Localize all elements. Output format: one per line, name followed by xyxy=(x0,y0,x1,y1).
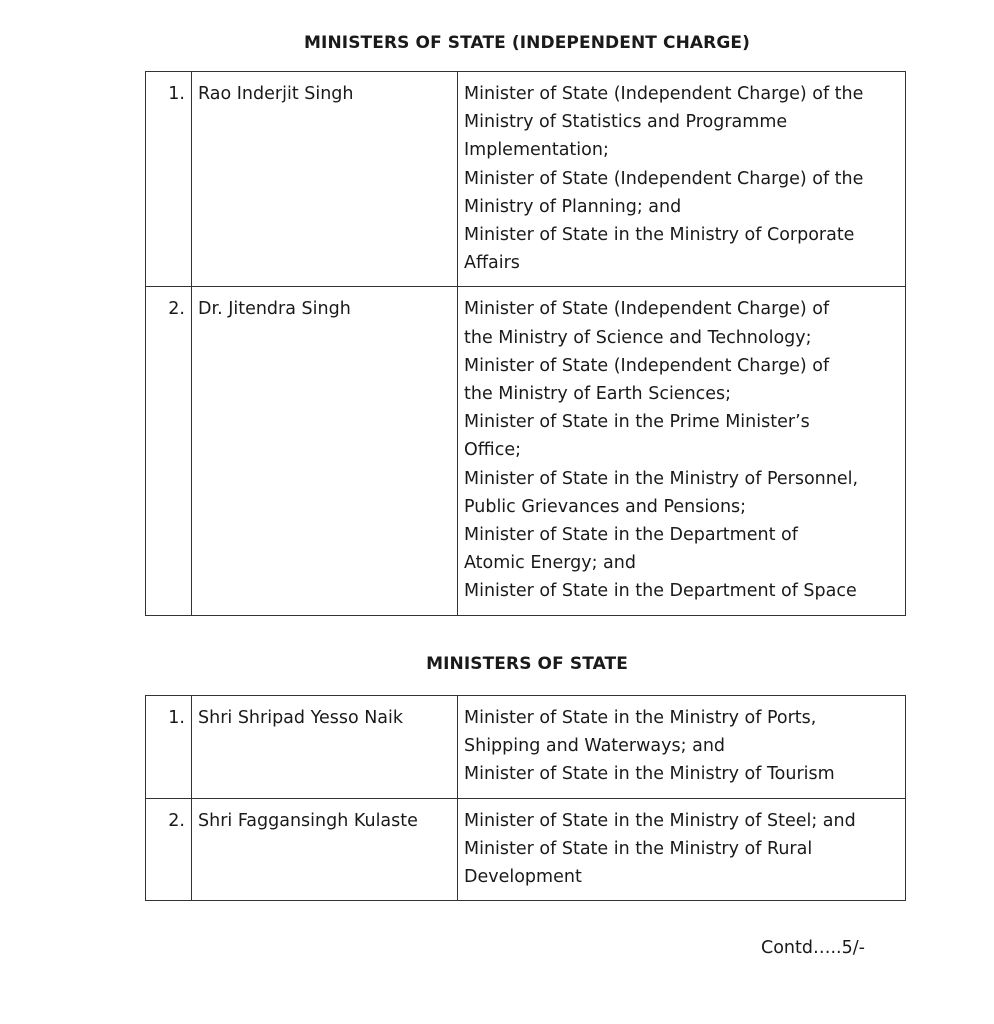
minister-name: Dr. Jitendra Singh xyxy=(192,287,458,615)
portfolio-line: Shipping and Waterways; and xyxy=(464,736,726,757)
portfolio-line: Minister of State in the Ministry of Personnel, xyxy=(464,468,859,489)
portfolio-line: the Ministry of Earth Sciences; xyxy=(464,384,732,405)
ministers-table-independent-charge xyxy=(145,71,906,616)
portfolio-line: Ministry of Statistics and Programme xyxy=(464,112,788,133)
table-row xyxy=(146,696,906,799)
portfolio-line: Minister of State (Independent Charge) of xyxy=(464,355,830,376)
portfolio-line: Atomic Energy; and xyxy=(464,553,636,574)
minister-name: Shri Faggansingh Kulaste xyxy=(192,798,458,901)
portfolio-line: Minister of State in the Ministry of Corporate xyxy=(464,225,855,246)
portfolio-line: Minister of State in the Prime Minister’s xyxy=(464,412,810,433)
portfolio-line: Office; xyxy=(464,440,521,461)
portfolio-line: Minister of State (Independent Charge) of the xyxy=(464,168,864,189)
row-number: 1. xyxy=(146,696,192,799)
row-number: 2. xyxy=(146,287,192,615)
portfolio-line: Minister of State in the Department of Space xyxy=(464,581,857,602)
portfolio-cell xyxy=(458,798,906,901)
portfolio-line: Minister of State in the Department of xyxy=(464,525,798,546)
table-row xyxy=(146,72,906,287)
portfolio-line: the Ministry of Science and Technology; xyxy=(464,327,812,348)
table-row xyxy=(146,287,906,615)
portfolio-line: Minister of State (Independent Charge) of xyxy=(464,299,830,320)
minister-name: Rao Inderjit Singh xyxy=(192,72,458,287)
row-number: 2. xyxy=(146,798,192,901)
portfolio-line: Minister of State in the Ministry of Tourism xyxy=(464,764,835,785)
ministers-table-state xyxy=(145,695,906,901)
section-heading-ministers-of-state: MINISTERS OF STATE xyxy=(426,654,628,674)
section-heading-independent-charge: MINISTERS OF STATE (INDEPENDENT CHARGE) xyxy=(304,33,750,53)
row-number: 1. xyxy=(146,72,192,287)
portfolio-line: Ministry of Planning; and xyxy=(464,196,682,217)
portfolio-line: Implementation; xyxy=(464,140,609,161)
portfolio-cell xyxy=(458,72,906,287)
portfolio-cell xyxy=(458,696,906,799)
portfolio-line: Minister of State in the Ministry of Steel; and xyxy=(464,810,856,831)
table-row xyxy=(146,798,906,901)
portfolio-line: Minister of State in the Ministry of Rural xyxy=(464,838,813,859)
portfolio-cell xyxy=(458,287,906,615)
portfolio-line: Public Grievances and Pensions; xyxy=(464,496,747,517)
portfolio-line: Minister of State in the Ministry of Ports, xyxy=(464,708,817,728)
portfolio-line: Affairs xyxy=(464,253,520,274)
minister-name: Shri Shripad Yesso Naik xyxy=(192,696,458,799)
portfolio-line: Development xyxy=(464,867,582,888)
portfolio-line: Minister of State (Independent Charge) of the xyxy=(464,84,864,104)
continuation-note: Contd…..5/- xyxy=(761,938,865,958)
